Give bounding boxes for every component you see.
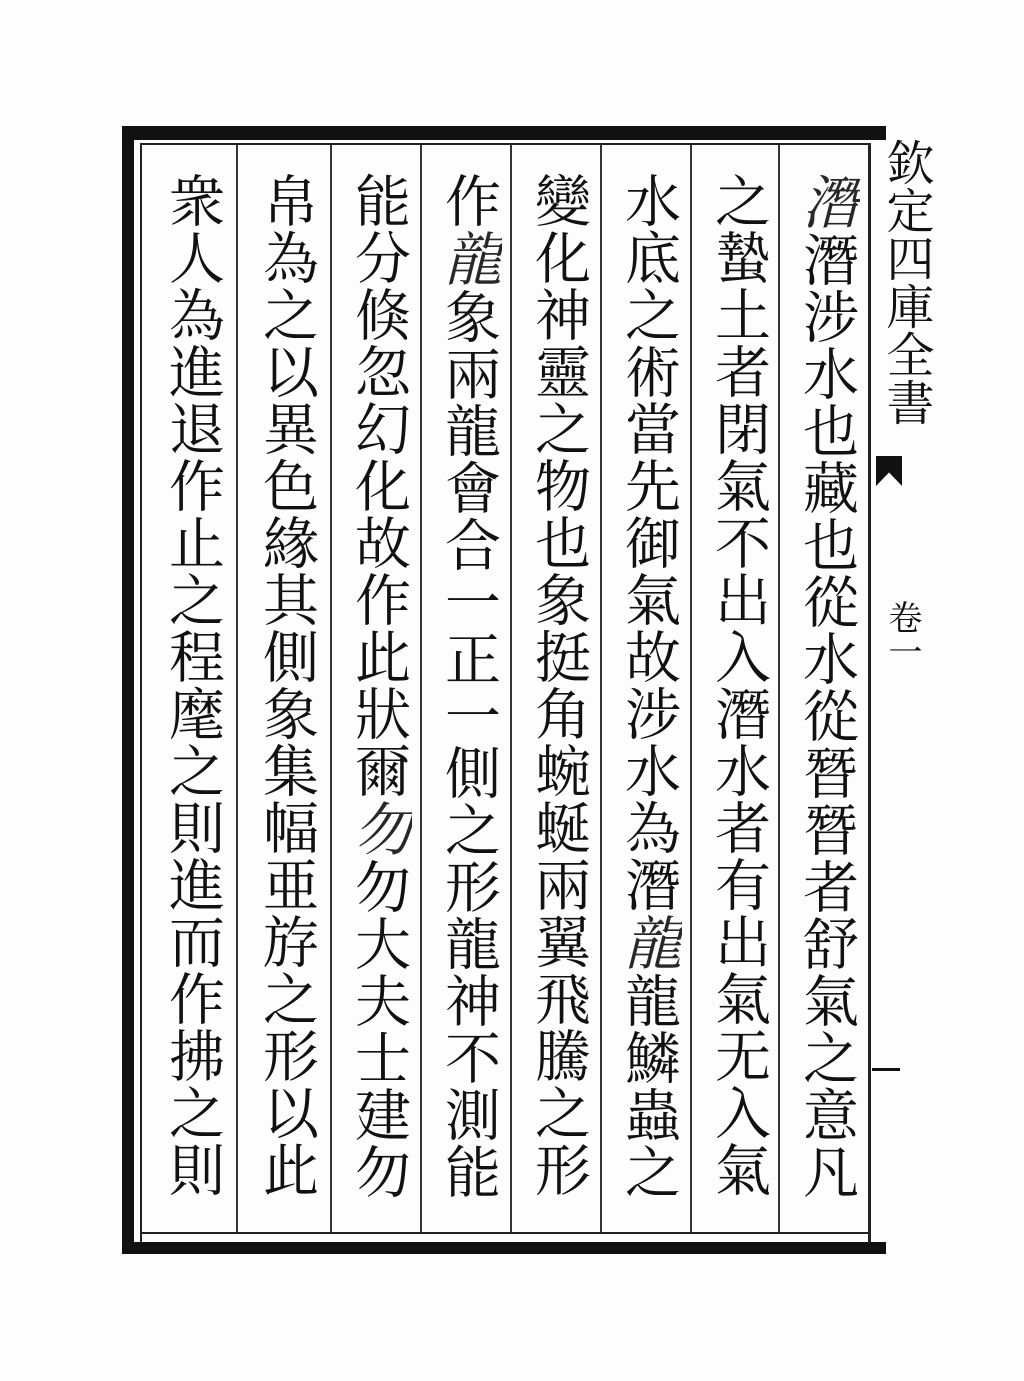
seal-character: 勿 bbox=[344, 799, 412, 858]
text-column-4 bbox=[518, 172, 598, 1232]
frame-border-bottom bbox=[122, 1242, 886, 1254]
text-column-5 bbox=[428, 172, 508, 1232]
frame-border-bottom-inner bbox=[140, 1232, 870, 1234]
seal-character: 龍 bbox=[434, 229, 502, 288]
text-column-6 bbox=[338, 172, 418, 1232]
margin-tick-mark bbox=[872, 1068, 900, 1071]
frame-border-right bbox=[868, 143, 871, 1243]
seal-character: 龍 bbox=[614, 913, 682, 972]
column-text: 作 bbox=[436, 172, 501, 229]
column-text: 潛涉水也藏也從水從朁朁者舒氣之意凡 bbox=[794, 231, 859, 1200]
text-column-2 bbox=[698, 172, 778, 1232]
column-text-continued: 勿大夫士建勿 bbox=[346, 858, 411, 1200]
frame-border-left bbox=[122, 126, 134, 1254]
frame-border-top bbox=[122, 126, 886, 140]
column-rule bbox=[236, 145, 238, 1232]
margin-volume-label: 卷一 bbox=[882, 600, 922, 668]
frame-border-left-inner bbox=[140, 143, 142, 1243]
text-column-3 bbox=[608, 172, 688, 1232]
fishtail-mark bbox=[876, 456, 902, 486]
text-column-7 bbox=[246, 172, 326, 1232]
text-column-8 bbox=[152, 172, 232, 1232]
column-rule bbox=[600, 145, 602, 1232]
column-rule bbox=[778, 145, 780, 1232]
column-text: 能分倏忽幻化故作此狀爾 bbox=[346, 172, 411, 799]
column-text: 水底之術當先御氣故涉水為潛 bbox=[616, 172, 681, 913]
column-text-continued: 象兩龍會合一正一側之形龍神不測能 bbox=[436, 288, 501, 1200]
column-text: 變化神靈之物也象挺角蜿蜒兩翼飛騰之形 bbox=[526, 172, 591, 1198]
column-text-continued: 龍鱗蟲之 bbox=[616, 972, 681, 1200]
column-rule bbox=[420, 145, 422, 1232]
margin-book-title: 欽定四庫全書 bbox=[878, 138, 934, 426]
column-rule bbox=[330, 145, 332, 1232]
column-rule bbox=[510, 145, 512, 1232]
column-rule bbox=[690, 145, 692, 1232]
text-column-1 bbox=[786, 172, 866, 1232]
column-text: 帛為之以異色緣其側象集幅亜斿之形以此 bbox=[254, 172, 319, 1198]
column-text: 衆人為進退作止之程麾之則進而作拂之則 bbox=[160, 172, 225, 1198]
frame-border-top-inner bbox=[140, 143, 870, 145]
column-text: 之蟄土者閉氣不出入潛水者有出氣无入氣 bbox=[706, 172, 771, 1198]
seal-character: 潛 bbox=[792, 172, 860, 231]
